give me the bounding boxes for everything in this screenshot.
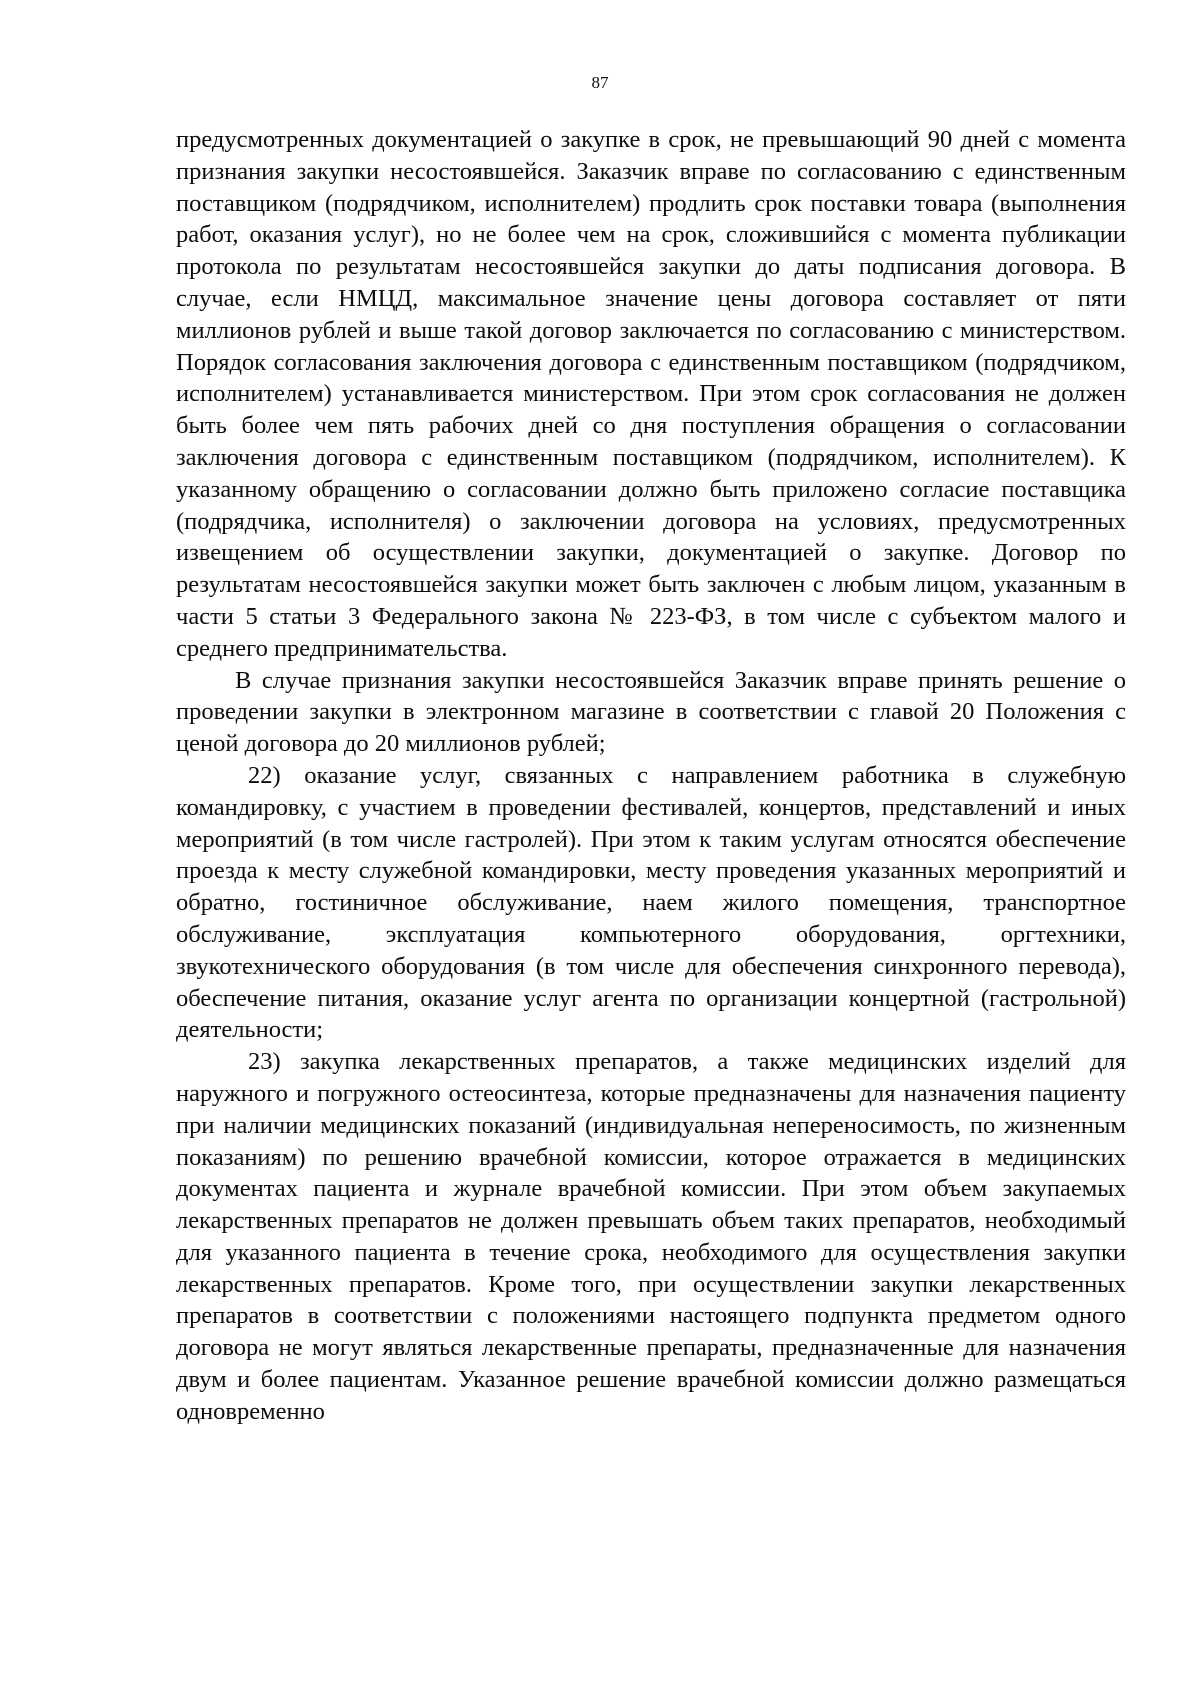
paragraph-electronic-store: В случае признания закупки несостоявшейся Заказчик вправе принять решение о проведении закупки в электронном магазине в соответствии с главой 20 Положения с ценой договора до 20 миллионов рублей; (176, 666, 1126, 758)
paragraph-item-23: 23) закупка лекарственных препаратов, а также медицинских изделий для наружного и погружного остеосинтеза, которые предназначены для назначения пациенту при наличии медицинских показаний (индивидуальная непереносимость, по жизненным показаниям) по решению врачебной комиссии, которое отражается в медицинских документах пациента и журнале врачебной комиссии. При этом объем закупаемых лекарственных препаратов не должен превышать объем таких препаратов, необходимый для указанного пациента в течение срока, необходимого для осуществления закупки лекарственных препаратов. Кроме того, при осуществлении закупки лекарственных препаратов в соответствии с положениями настоящего подпункта предметом одного договора не могут являться лекарственные препараты, предназначенные для назначения двум и более пациентам. Указанное решение врачебной комиссии должно размещаться одновременно (176, 1048, 1126, 1425)
paragraph-continuation: предусмотренных документацией о закупке в срок, не превышающий 90 дней с момента признания закупки несостоявшейся. Заказчик вправе по согласованию с единственным поставщиком (подрядчиком, исполнителем) продлить срок поставки товара (выполнения работ, оказания услуг), но не более чем на срок, сложившийся с момента публикации протокола по результатам несостоявшейся закупки до даты подписания договора. В случае, если НМЦД, максимальное значение цены договора составляет от пяти миллионов рублей и выше такой договор заключается по согласованию с министерством. Порядок согласования заключения договора с единственным поставщиком (подрядчиком, исполнителем) устанавливается министерством. При этом срок согласования не должен быть более чем пять рабочих дней со дня поступления обращения о согласовании заключения договора с единственным поставщиком (подрядчиком, исполнителем). К указанному обращению о согласовании должно быть приложено согласие поставщика (подрядчика, исполнителя) о заключении договора на условиях, предусмотренных извещением об осуществлении закупки, документацией о закупке. Договор по результатам несостоявшейся закупки может быть заключен с любым лицом, указанным в части 5 статьи 3 Федерального закона № 223-ФЗ, в том числе с субъектом малого и среднего предпринимательства. (176, 126, 1126, 662)
page-number: 87 (591, 73, 609, 92)
paragraph-item-22: 22) оказание услуг, связанных с направлением работника в служебную командировку, с участием в проведении фестивалей, концертов, представлений и иных мероприятий (в том числе гастролей). При этом к таким услугам относятся обеспечение проезда к месту служебной командировки, месту проведения указанных мероприятий и обратно, гостиничное обслуживание, наем жилого помещения, транспортное обслуживание, эксплуатация компьютерного оборудования, оргтехники, звукотехнического оборудования (в том числе для обеспечения синхронного перевода), обеспечение питания, оказание услуг агента по организации концертной (гастрольной) деятельности; (176, 761, 1126, 1044)
document-body (176, 124, 1126, 1428)
